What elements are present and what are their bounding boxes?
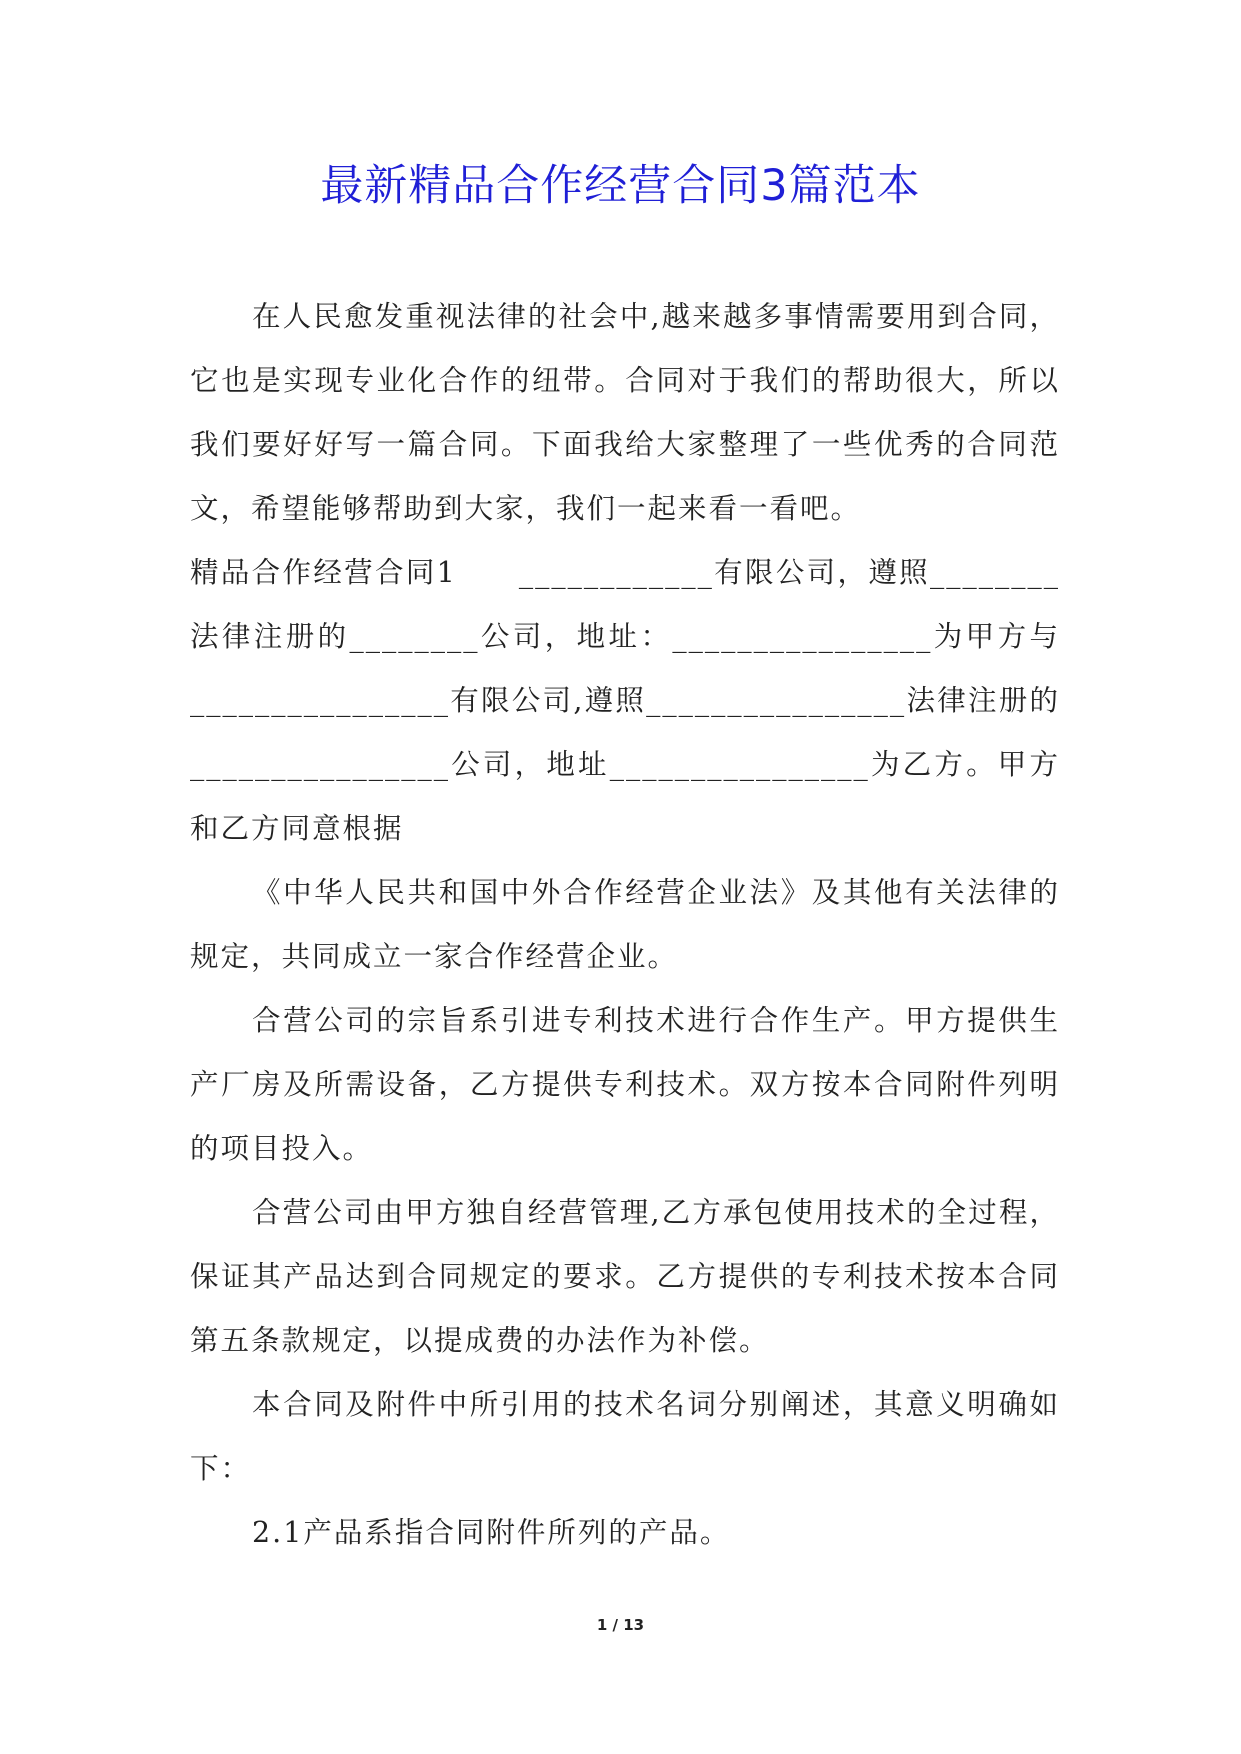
paragraph-definitions: 本合同及附件中所引用的技术名词分别阐述，其意义明确如下： bbox=[190, 1388, 1060, 1485]
document-title: 最新精品合作经营合同3篇范本 bbox=[320, 161, 921, 211]
paragraph-intro: 在人民愈发重视法律的社会中,越来越多事情需要用到合同，它也是实现专业化合作的纽带。合同对于我们的帮助很大，所以我们要好好写一篇合同。下面我给大家整理了一些优秀的合同范文，希望能够帮助到大家，我们一起来看一看吧。 bbox=[190, 300, 1060, 525]
paragraph-management: 合营公司由甲方独自经营管理,乙方承包使用技术的全过程，保证其产品达到合同规定的要求。乙方提供的专利技术按本合同第五条款规定，以提成费的办法作为补偿。 bbox=[190, 1196, 1060, 1357]
document-body bbox=[190, 285, 1060, 1565]
paragraph-purpose: 合营公司的宗旨系引进专利技术进行合作生产。甲方提供生产厂房及所需设备，乙方提供专利技术。双方按本合同附件列明的项目投入。 bbox=[190, 1004, 1060, 1165]
page-indicator: 1 / 13 bbox=[596, 1616, 645, 1634]
paragraph-clause-2-1: 2.1产品系指合同附件所列的产品。 bbox=[252, 1516, 731, 1549]
paragraph-contract-parties: 精品合作经营合同1 ____________有限公司，遵照________法律注册的________公司，地址：________________为甲方与________________有限公司,遵照________________法律注册的________________公司，地址________________为乙方。甲方和乙方同意根据 bbox=[190, 556, 1060, 845]
paragraph-legal-basis: 《中华人民共和国中外合作经营企业法》及其他有关法律的规定，共同成立一家合作经营企业。 bbox=[190, 876, 1060, 973]
